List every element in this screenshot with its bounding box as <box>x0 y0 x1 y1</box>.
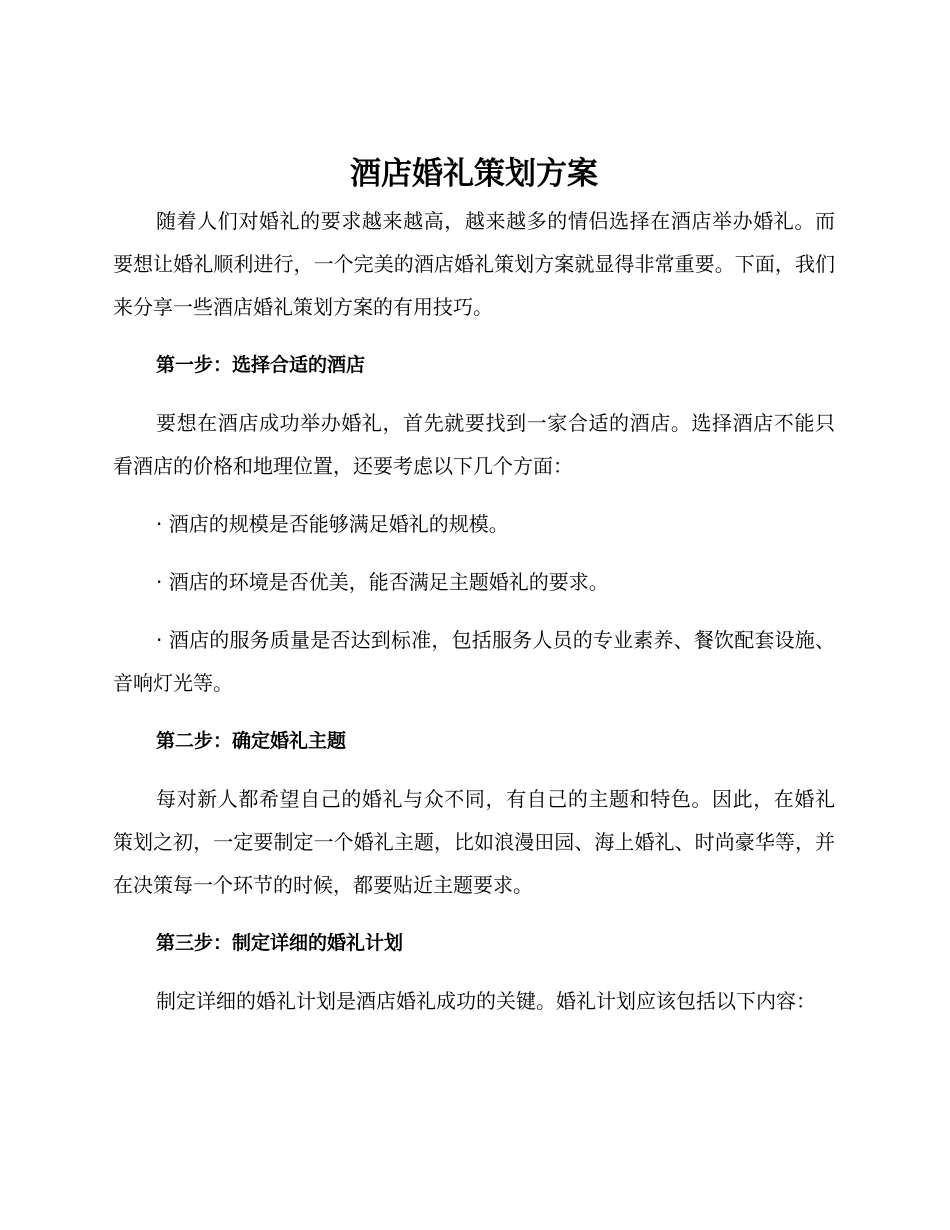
step1-heading: 第一步：选择合适的酒店 <box>156 354 366 376</box>
intro-paragraph: 随着人们对婚礼的要求越来越高，越来越多的情侣选择在酒店举办婚礼。而要想让婚礼顺利进行，一个完美的酒店婚礼策划方案就显得非常重要。下面，我们来分享一些酒店婚礼策划方案的有用技巧。 <box>113 209 835 319</box>
step1-paragraph: 要想在酒店成功举办婚礼，首先就要找到一家合适的酒店。选择酒店不能只看酒店的价格和地理位置，还要考虑以下几个方面： <box>113 411 835 478</box>
step1-bullet-2: · 酒店的环境是否优美，能否满足主题婚礼的要求。 <box>156 570 609 594</box>
step3-heading: 第三步：制定详细的婚礼计划 <box>156 932 404 954</box>
document-title: 酒店婚礼策划方案 <box>350 156 598 192</box>
step1-bullet-1: · 酒店的规模是否能够满足婚礼的规模。 <box>156 512 509 536</box>
step2-paragraph: 每对新人都希望自己的婚礼与众不同，有自己的主题和特色。因此，在婚礼策划之初，一定要制定一个婚礼主题，比如浪漫田园、海上婚礼、时尚豪华等，并在决策每一个环节的时候，都要贴近主题要求。 <box>113 787 835 897</box>
step3-paragraph: 制定详细的婚礼计划是酒店婚礼成功的关键。婚礼计划应该包括以下内容： <box>156 989 816 1013</box>
step1-bullet-3: · 酒店的服务质量是否达到标准，包括服务人员的专业素养、餐饮配套设施、音响灯光等。 <box>113 628 835 695</box>
step2-heading: 第二步：确定婚礼主题 <box>156 730 347 752</box>
document-body <box>113 148 835 1023</box>
